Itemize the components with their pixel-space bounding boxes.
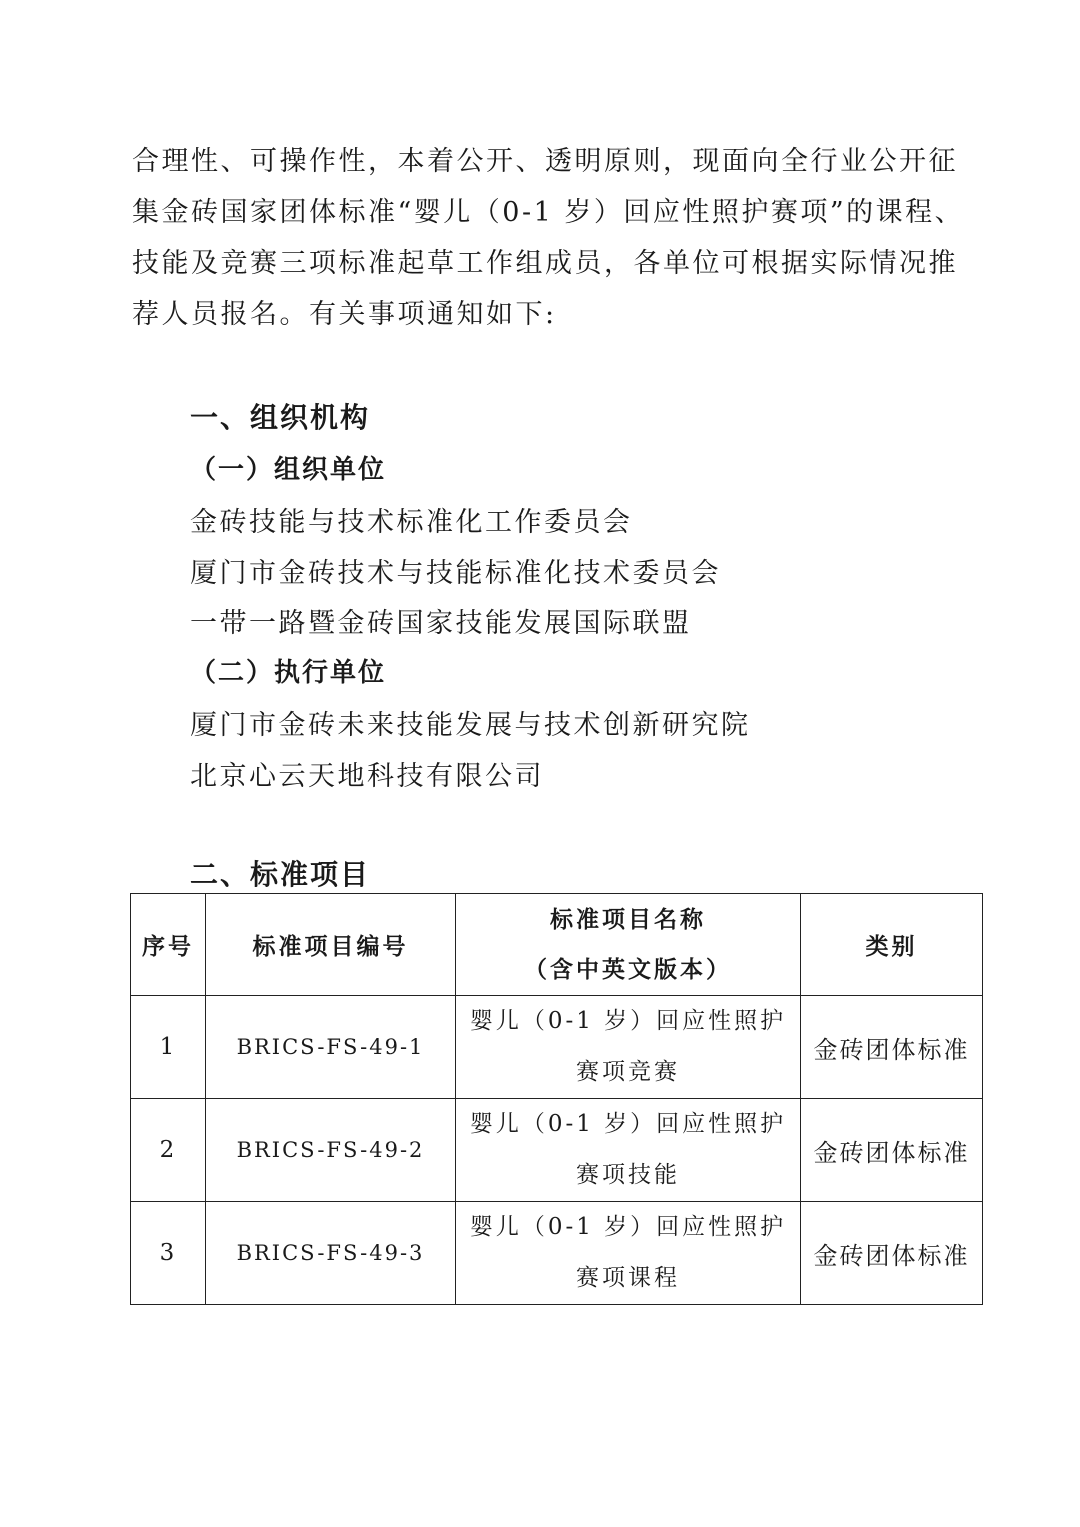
cell-category: 金砖团体标准: [801, 996, 983, 1099]
header-category: 类别: [801, 894, 983, 996]
header-index: 序号: [131, 894, 206, 996]
cell-name-line1: 婴儿（0-1 岁）回应性照护: [469, 1214, 787, 1240]
cell-code: BRICS-FS-49-3: [206, 1202, 456, 1305]
cell-code: BRICS-FS-49-1: [206, 996, 456, 1099]
cell-name-line1: 婴儿（0-1 岁）回应性照护: [469, 1111, 787, 1137]
executor-item: 厦门市金砖未来技能发展与技术创新研究院: [190, 710, 751, 741]
cell-name-line2: 赛项技能: [576, 1162, 680, 1188]
cell-code: BRICS-FS-49-2: [206, 1099, 456, 1202]
intro-line: 技能及竞赛三项标准起草工作组成员，各单位可根据实际情况推: [132, 248, 958, 279]
table-row: [131, 1099, 983, 1202]
subheading-executors: （二）执行单位: [190, 658, 387, 688]
section-heading-standard-projects: 二、标准项目: [190, 858, 371, 891]
organizer-item: 金砖技能与技术标准化工作委员会: [190, 507, 633, 538]
cell-name-line2: 赛项课程: [576, 1265, 680, 1291]
cell-name: [456, 1202, 801, 1305]
cell-index: 2: [131, 1099, 206, 1202]
cell-name: [456, 996, 801, 1099]
header-name: [456, 894, 801, 996]
executor-item: 北京心云天地科技有限公司: [190, 761, 544, 792]
intro-paragraph: [132, 136, 965, 340]
cell-category: 金砖团体标准: [801, 1202, 983, 1305]
intro-line: 荐人员报名。有关事项通知如下:: [132, 299, 557, 330]
standard-projects-table: [130, 893, 983, 1305]
intro-line: 合理性、可操作性，本着公开、透明原则，现面向全行业公开征: [132, 146, 958, 177]
header-name-line1: 标准项目名称: [550, 906, 706, 933]
cell-index: 1: [131, 996, 206, 1099]
table-row: [131, 1202, 983, 1305]
table-header-row: [131, 894, 983, 996]
cell-name-line1: 婴儿（0-1 岁）回应性照护: [469, 1008, 787, 1034]
subheading-organizers: （一）组织单位: [190, 455, 387, 485]
header-name-line2: （含中英文版本）: [524, 956, 732, 983]
organizer-item: 厦门市金砖技术与技能标准化技术委员会: [190, 558, 721, 589]
section-heading-organization: 一、组织机构: [190, 401, 371, 434]
organizer-item: 一带一路暨金砖国家技能发展国际联盟: [190, 608, 692, 639]
table-row: [131, 996, 983, 1099]
cell-name-line2: 赛项竞赛: [576, 1059, 680, 1085]
intro-line: 集金砖国家团体标准“婴儿（0-1 岁）回应性照护赛项”的课程、: [132, 197, 965, 228]
cell-name: [456, 1099, 801, 1202]
cell-category: 金砖团体标准: [801, 1099, 983, 1202]
header-code: 标准项目编号: [206, 894, 456, 996]
cell-index: 3: [131, 1202, 206, 1305]
